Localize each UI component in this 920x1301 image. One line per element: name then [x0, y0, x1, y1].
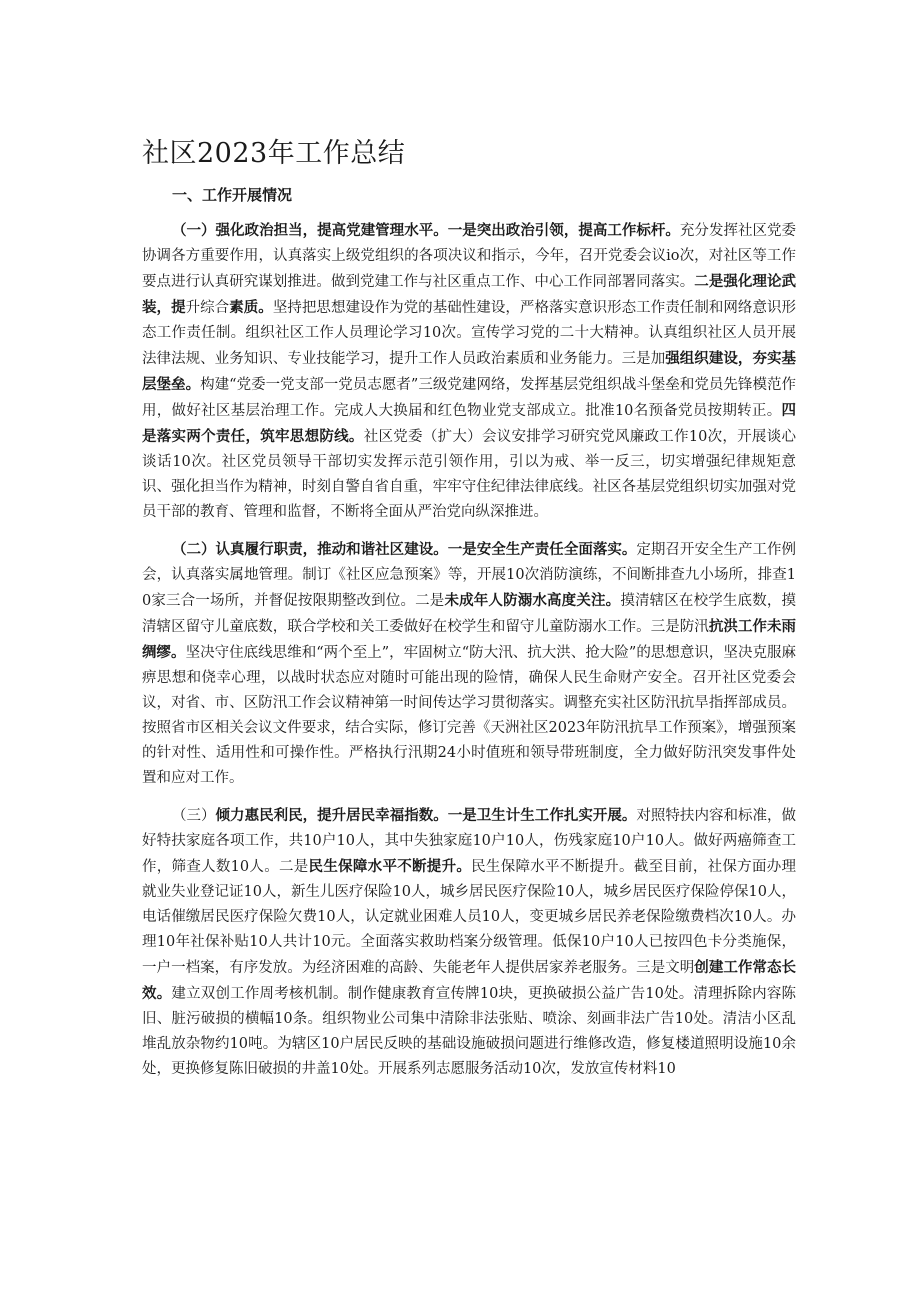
bold-text: （二）认真履行职责，推动和谐社区建设。一是安全生产责任全面落实。 [172, 541, 637, 558]
body-text: 摸清辖区在校学生底数，摸清辖区留守儿童底数，联合学校和关工委做好在校学生和留守儿童防溺水工作。三是防汛 [142, 593, 797, 635]
bold-text: 未成年人防溺水高度关注。 [444, 592, 621, 609]
body-text: 升综合 [185, 300, 230, 316]
bold-text: 倾力惠民利民，提升居民幸福指数。一是卫生计生工作扎实开展。 [215, 807, 637, 824]
bold-text: 四是落实两个责任，筑牢思想防线。 [142, 402, 796, 445]
body-text: 定期召开安全生产工作例会，认真落实属地管理。制订《社区应急预案》等，开展10次消防演练，不间断排查九小场所，排查10家三合一场所，并督促按限期整改到位。二是 [142, 542, 797, 609]
body-text: 民生保障水平不断提升。截至目前，社保方面办理就业失业登记证10人，新生儿医疗保险10人，城乡居民医疗保险10人，城乡居民医疗保险停保10人，电话催缴居民医疗保险欠费10人，认定就业困难人员10人，变更城乡居民养老保险缴费档次10人。办理10年社保补贴10人共计10元。全面落实救助档案分级管理。低保10户10人已按四色卡分类施保，一户一档案，有序发放。为经济困难的高龄、失能老年人提供居家养老服务。三是文明 [142, 859, 797, 976]
document-page [142, 130, 796, 1094]
body-text: 建立双创工作周考核机制。制作健康教育宣传牌10块，更换破损公益广告10处。清理拆除内容陈旧、脏污破损的横幅10条。组织物业公司集中清除非法张贴、喷涂、刻画非法广告10处。清洁小区乱堆乱放杂物约10吨。为辖区10户居民反映的基础设施破损问题进行维修改造，修复楼道照明设施10余处，更换修复陈旧破损的井盖10处。开展系列志愿服务活动10次，发放宣传材料10 [142, 986, 797, 1077]
paragraph-community-safety [142, 537, 796, 791]
body-text: 坚持把思想建设作为党的基础性建设，严格落实意识形态工作责任制和网络意识形态工作责任制。组织社区工作人员理论学习10次。宣传学习党的二十大精神。认真组织社区人员开展法律法规、业务知识、专业技能学习，提升工作人员政治素质和业务能力。三是加 [142, 300, 797, 367]
document-title: 社区2023年工作总结 [142, 138, 406, 169]
bold-text: 二是强化理论武装，提 [142, 273, 797, 316]
body-text: （三） [172, 808, 216, 824]
body-text: 构建“党委一党支部一党员志愿者”三级党建网络，发挥基层党组织战斗堡垒和党员先锋模范作用，做好社区基层治理工作。完成人大换届和红色物业党支部成立。批准10名预备党员按期转正。 [142, 377, 796, 419]
body-text: 社区党委（扩大）会议安排学习研究党风廉政工作10次，开展谈心谈话10次。社区党员领导干部切实发挥示范引领作用，引以为戒、举一反三，切实增强纪律规矩意识、强化担当作为精神，时刻自警自省自重，牢牢守住纪律法律底线。社区各基层党组织切实加强对党员干部的教育、管理和监督，不断将全面从严治党向纵深推进。 [142, 429, 796, 520]
body-text: 对照特扶内容和标准，做好特扶家庭各项工作，共10户10人，其中失独家庭10户10人，伤残家庭10户10人。做好两癌筛查工作，筛查人数10人。二是 [142, 808, 797, 875]
bold-text: 抗洪工作未雨绸缪。 [142, 618, 796, 661]
section-heading: 一、工作开展情况 [172, 186, 293, 204]
bold-text: 民生保障水平不断提升。 [308, 858, 472, 875]
bold-text: （一）强化政治担当，提高党建管理水平。一是突出政治引领，提高工作标杆。 [172, 222, 680, 239]
bold-text: 创建工作常态长效。 [142, 959, 797, 1002]
body-text: 充分发挥社区党委协调各方重要作用，认真落实上级党组织的各项决议和指示，今年，召开党委会议io次，对社区等工作要点进行认真研究谋划推进。做到党建工作与社区重点工作、中心工作同部署同落实。 [142, 223, 797, 290]
body-text: 坚决守住底线思维和“两个至上”，牢固树立“防大汛、抗大洪、抢大险”的思想意识，坚决克服麻痹思想和侥幸心理，以战时状态应对随时可能出现的险情，确保人民生命财产安全。召开社区党委会议，对省、市、区防汛工作会议精神第一时间传达学习贯彻落实。调整充实社区防汛抗旱指挥部成员。按照省市区相关会议文件要求，结合实际，修订完善《天洲社区2023年防汛抗旱工作预案》，增强预案的针对性、适用性和可操作性。严格执行汛期24小时值班和领导带班制度，全力做好防汛突发事件处置和应对工作。 [142, 645, 796, 786]
bold-text: 素质。 [229, 299, 273, 316]
bold-text: 强组织建设，夯实基层堡垒。 [142, 350, 797, 393]
paragraph-party-building [142, 218, 796, 525]
paragraph-public-welfare [142, 803, 796, 1082]
